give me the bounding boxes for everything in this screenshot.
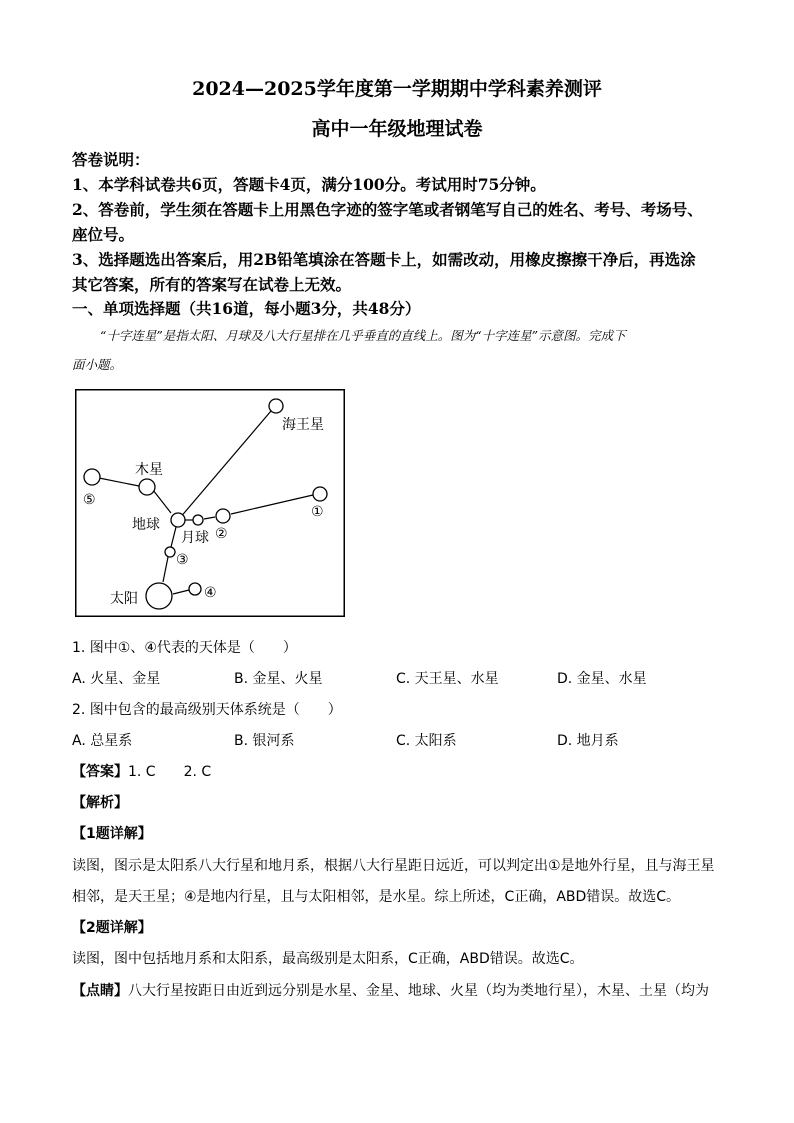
label-n3: ③ <box>176 552 189 568</box>
label-n5: ⑤ <box>83 492 96 508</box>
planet-4-body <box>189 583 201 595</box>
intro-line-1: “十字连星”是指太阳、月球及八大行星排在几乎垂直的直线上。图为“十字连星”示意图。完成下 <box>100 328 626 343</box>
question-2-option-b[interactable]: B. 银河系 <box>234 733 295 749</box>
section-title: 一、单项选择题（共16道，每小题3分，共48分） <box>72 299 421 318</box>
jupiter-body <box>139 479 155 495</box>
planet-5-body <box>84 469 100 485</box>
exam-title: 2024—2025学年度第一学期期中学科素养测评 <box>192 78 602 100</box>
intro-line-2: 面小题。 <box>72 357 123 372</box>
label-n4: ④ <box>204 585 217 601</box>
label-n2: ② <box>215 526 228 542</box>
label-earth: 地球 <box>132 517 160 533</box>
q2-detail-line-1: 读图，图中包括地月系和太阳系，最高级别是太阳系，C正确，ABD错误。故选C。 <box>72 951 584 967</box>
analysis-tag: 【解析】 <box>72 795 128 811</box>
instruction-item-3a: 3、选择题选出答案后，用2B铅笔填涂在答题卡上，如需改动，用橡皮擦擦干净后，再选涂 <box>72 250 696 269</box>
label-sun: 太阳 <box>110 591 138 607</box>
question-1-option-c[interactable]: C. 天王星、水星 <box>396 671 499 687</box>
earth-body <box>171 513 185 527</box>
planet-2-body <box>216 509 230 523</box>
instruction-item-2a: 2、答卷前，学生须在答题卡上用黑色字迹的签字笔或者钢笔写自己的姓名、考号、考场号、 <box>72 200 703 219</box>
neptune-body <box>269 399 283 413</box>
label-jupiter: 木星 <box>135 462 163 478</box>
cross-planet-diagram <box>75 389 345 617</box>
question-1-option-d[interactable]: D. 金星、水星 <box>557 671 647 687</box>
q1-detail-line-2: 相邻，是天王星；④是地内行星，且与太阳相邻，是水星。综上所述，C正确，ABD错误。故选C。 <box>72 889 681 905</box>
moon-body <box>193 515 203 525</box>
answer-text: 1. C 2. C <box>128 764 212 780</box>
instruction-item-2b: 座位号。 <box>72 225 135 244</box>
answer-tag: 【答案】 <box>72 764 128 780</box>
question-1-stem: 1. 图中①、④代表的天体是（ ） <box>72 640 297 656</box>
question-1-option-b[interactable]: B. 金星、火星 <box>234 671 323 687</box>
label-moon: 月球 <box>181 530 209 546</box>
tip-line <box>72 980 709 1000</box>
planet-3-body <box>165 547 175 557</box>
instruction-item-3b: 其它答案，所有的答案写在试卷上无效。 <box>72 275 352 294</box>
question-2-option-c[interactable]: C. 太阳系 <box>396 733 457 749</box>
label-neptune: 海王星 <box>282 417 324 433</box>
question-2-option-d[interactable]: D. 地月系 <box>557 733 619 749</box>
exam-subtitle: 高中一年级地理试卷 <box>311 118 483 140</box>
instructions-heading: 答卷说明： <box>72 150 150 169</box>
instruction-item-1: 1、本学科试卷共6页，答题卡4页，满分100分。考试用时75分钟。 <box>72 175 546 194</box>
q1-detail-line-1: 读图，图示是太阳系八大行星和地月系，根据八大行星距日远近，可以判定出①是地外行星，且与海王星 <box>72 858 715 874</box>
question-1-option-a[interactable]: A. 火星、金星 <box>72 671 161 687</box>
question-2-option-a[interactable]: A. 总星系 <box>72 733 133 749</box>
q2-detail-tag: 【2题详解】 <box>72 920 152 936</box>
sun-body <box>146 583 172 609</box>
tip-tag: 【点睛】 <box>72 983 128 999</box>
q1-detail-tag: 【1题详解】 <box>72 826 152 842</box>
tip-text: 八大行星按距日由近到远分别是水星、金星、地球、火星（均为类地行星），木星、土星（均为 <box>128 983 709 999</box>
answer-line <box>72 761 211 781</box>
question-2-stem: 2. 图中包含的最高级别天体系统是（ ） <box>72 702 342 718</box>
label-n1: ① <box>311 504 324 520</box>
planet-1-body <box>313 487 327 501</box>
